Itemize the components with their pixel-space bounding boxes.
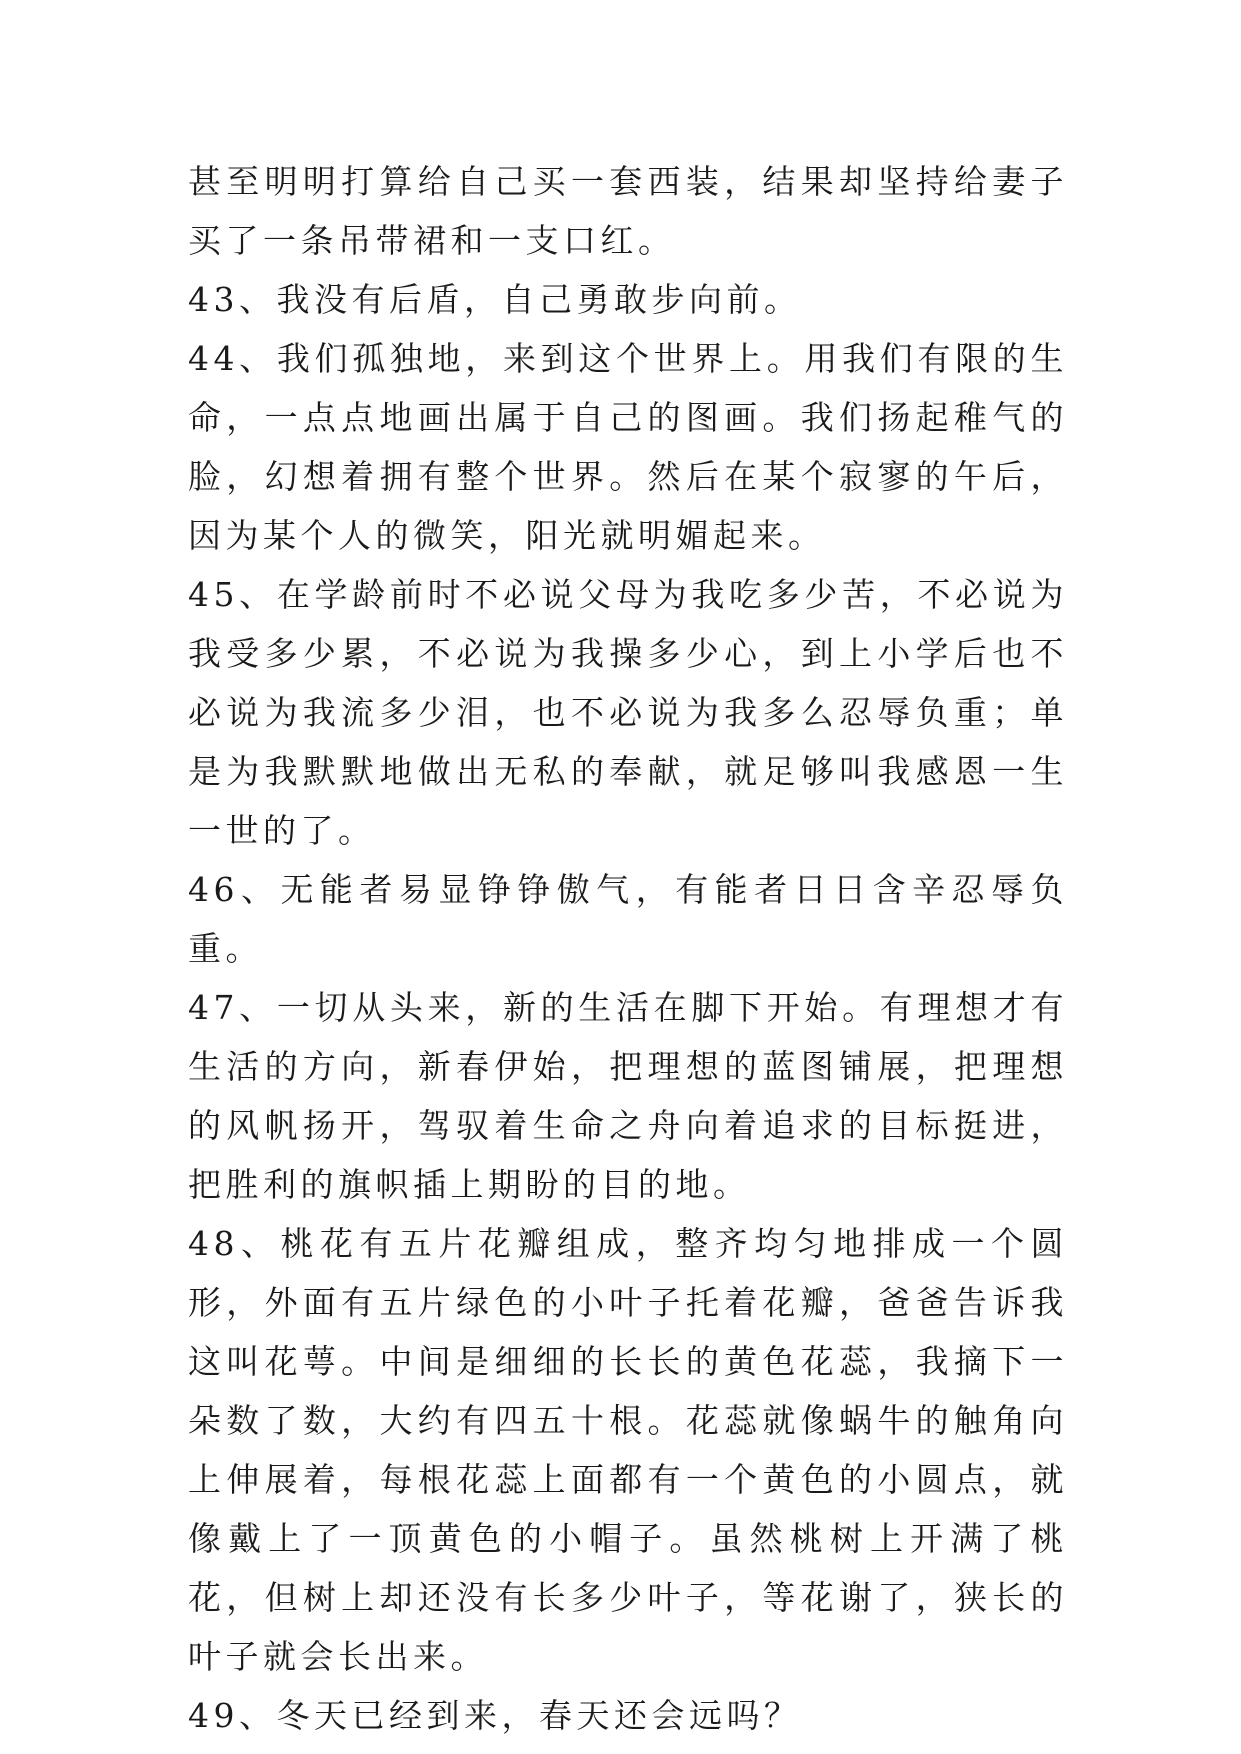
paragraph-45: 45、在学龄前时不必说父母为我吃多少苦，不必说为我受多少累，不必说为我操多少心，到上小学后也不必说为我流多少泪，也不必说为我多么忍辱负重；单是为我默默地做出无私的奉献，就足够叫我感恩一生一世的了。	[188, 575, 1068, 850]
paragraph-43: 43、我没有后盾，自己勇敢步向前。	[188, 280, 802, 319]
paragraph-47: 47、一切从头来，新的生活在脚下开始。有理想才有生活的方向，新春伊始，把理想的蓝图铺展，把理想的风帆扬开，驾驭着生命之舟向着追求的目标挺进，把胜利的旗帜插上期盼的目的地。	[188, 988, 1068, 1204]
paragraph-44: 44、我们孤独地，来到这个世界上。用我们有限的生命，一点点地画出属于自己的图画。我们扬起稚气的脸，幻想着拥有整个世界。然后在某个寂寥的午后，因为某个人的微笑，阳光就明媚起来。	[188, 339, 1068, 555]
paragraph-continued: 甚至明明打算给自己买一套西装，结果却坚持给妻子买了一条吊带裙和一支口红。	[188, 162, 1068, 260]
paragraph-46: 46、无能者易显铮铮傲气，有能者日日含辛忍辱负重。	[188, 870, 1068, 968]
paragraph-48: 48、桃花有五片花瓣组成，整齐均匀地排成一个圆形，外面有五片绿色的小叶子托着花瓣，爸爸告诉我这叫花萼。中间是细细的长长的黄色花蕊，我摘下一朵数了数，大约有四五十根。花蕊就像蜗牛的触角向上伸展着，每根花蕊上面都有一个黄色的小圆点，就像戴上了一顶黄色的小帽子。虽然桃树上开满了桃花，但树上却还没有长多少叶子，等花谢了，狭长的叶子就会长出来。	[188, 1224, 1068, 1676]
document-body	[188, 152, 1068, 1745]
paragraph-49: 49、冬天已经到来，春天还会远吗？	[188, 1696, 802, 1735]
